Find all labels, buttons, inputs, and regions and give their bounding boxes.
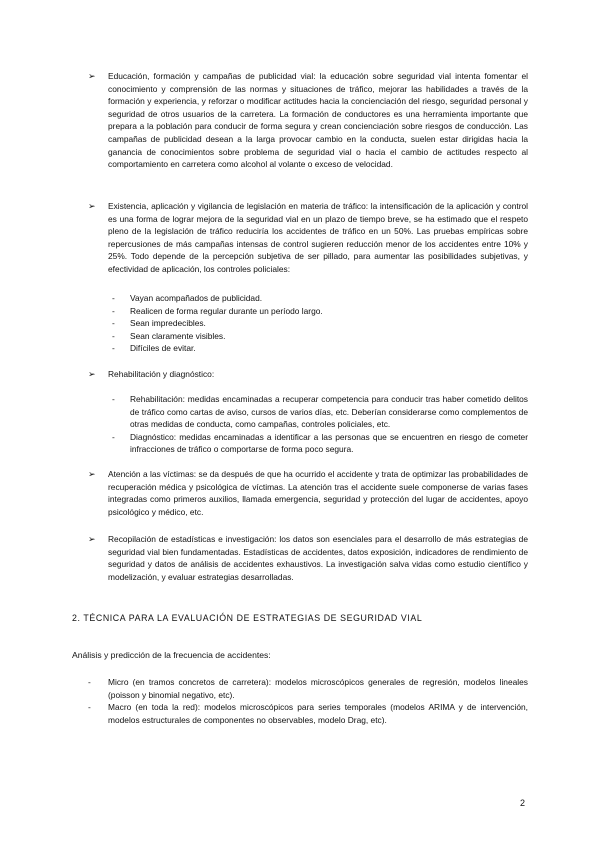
rehabilitation-list — [112, 393, 528, 456]
list-item: - Diagnóstico: medidas encaminadas a identificar a las personas que se encuentren en riesgo de cometer infracciones de tráfico o comportarse de forma poco segura. — [112, 431, 528, 455]
arrow-bullet-icon: ➢ — [88, 469, 96, 479]
dash-bullet: - — [112, 343, 115, 354]
dash-bullet: - — [112, 394, 115, 404]
paragraph-statistics: Recopilación de estadísticas e investigación: los datos son esenciales para el desarrollo de más estrategias de seguridad vial bien fundamentadas. Estadísticas de accidentes, datos exposición, indicadores de rendimiento de seguridad y datos de análisis de accidentes exhaustivos. La investigación salva vidas como estudio científico y modelización, y evaluar estrategias desarrolladas. — [108, 534, 528, 582]
list-item: - Sean claramente visibles. — [112, 330, 226, 341]
bullet-item-education — [88, 70, 528, 171]
models-list — [88, 676, 528, 726]
bullet-item-legislation — [88, 200, 528, 276]
list-item: - Sean impredecibles. — [112, 318, 206, 329]
paragraph-victims: Atención a las víctimas: se da después de que ha ocurrido el accidente y trata de optimizar las probabilidades de recuperación médica y psicológica de víctimas. La atención tras el accidente suele componerse de varias fases integradas como primeros auxilios, llamada emergencia, seguridad y protección del lugar de accidentes, apoyo psicológico y médico, etc. — [108, 469, 528, 517]
bullet-item-victims — [88, 468, 528, 518]
subheading: Análisis y predicción de la frecuencia de accidentes: — [72, 650, 271, 660]
dash-bullet: - — [88, 677, 91, 687]
arrow-bullet-icon: ➢ — [88, 534, 96, 544]
list-item: - Micro (en tramos concretos de carretera): modelos microscópicos generales de regresión, modelos lineales (poisson y binomial negativo, etc). — [88, 677, 528, 700]
paragraph-legislation: Existencia, aplicación y vigilancia de legislación en materia de tráfico: la intensificación de la aplicación y control es una forma de lograr mejora de la seguridad vial en un plazo de tiempo breve, se ha estimado que el respeto pleno de la legislación de tráfico reduciría los accidentes de tráfico en un 50%. Las pruebas empíricas sobre repercusiones de más campañas intensas de control sugieren reducción menor de los accidentes entre 10% y 25%. Todo depende de la percepción subjetiva de ser pillado, para aumentar las posibilidades subjetivas, y efectividad de aplicación, los controles policiales: — [108, 201, 528, 274]
dash-bullet: - — [112, 431, 115, 442]
dash-bullet: - — [112, 318, 115, 329]
list-item: - Vayan acompañados de publicidad. — [112, 293, 263, 303]
paragraph-education: Educación, formación y campañas de publicidad vial: la educación sobre seguridad vial intenta fomentar el conocimiento y comprensión de las normas y situaciones de tráfico, mejorar las habilidades a través de la formación y experiencia, y reforzar o modificar actitudes hacia la concienciación del riesgo, seguridad personal y seguridad de otros usuarios de la carretera. La formación de conductores es una herramienta importante que prepara a la población para conducir de forma segura y crean concienciación sobre riesgos de conducción. Las campañas de publicidad desean a la larga provocar cambio en la conducta, suelen estar dirigidas hacia la ganancia de conocimientos sobre problema de seguridad vial o hacia el cambio de actitudes respecto al comportamiento en carretera como alcohol al volante o exceso de velocidad. — [108, 71, 528, 170]
arrow-bullet-icon: ➢ — [88, 369, 96, 379]
dash-bullet: - — [88, 702, 91, 713]
list-item: - Rehabilitación: medidas encaminadas a recuperar competencia para conducir tras haber cometido delitos de tráfico como cartas de aviso, cursos de varios días, etc. Deberían considerarse como complementos de otras medidas de conducta, como campañas, controles policiales, etc. — [112, 394, 528, 430]
list-item: - Macro (en toda la red): modelos microscópicos para series temporales (modelos ARIMA y de intervención, modelos estructurales de componentes no observables, modelo Drag, etc). — [88, 702, 528, 725]
page-number: 2 — [520, 798, 526, 808]
dash-bullet: - — [112, 293, 115, 303]
arrow-bullet-icon: ➢ — [88, 201, 96, 211]
bullet-item-rehabilitation — [88, 368, 528, 381]
arrow-bullet-icon: ➢ — [88, 71, 96, 81]
police-controls-list — [112, 292, 528, 355]
dash-bullet: - — [112, 305, 115, 316]
dash-bullet: - — [112, 330, 115, 341]
bullet-item-statistics — [88, 533, 528, 583]
list-item: - Realicen de forma regular durante un período largo. — [112, 305, 323, 316]
paragraph-rehabilitation: Rehabilitación y diagnóstico: — [108, 369, 215, 379]
section-heading: 2. TÉCNICA PARA LA EVALUACIÓN DE ESTRATEGIAS DE SEGURIDAD VIAL — [72, 613, 423, 623]
list-item: - Difíciles de evitar. — [112, 343, 196, 354]
